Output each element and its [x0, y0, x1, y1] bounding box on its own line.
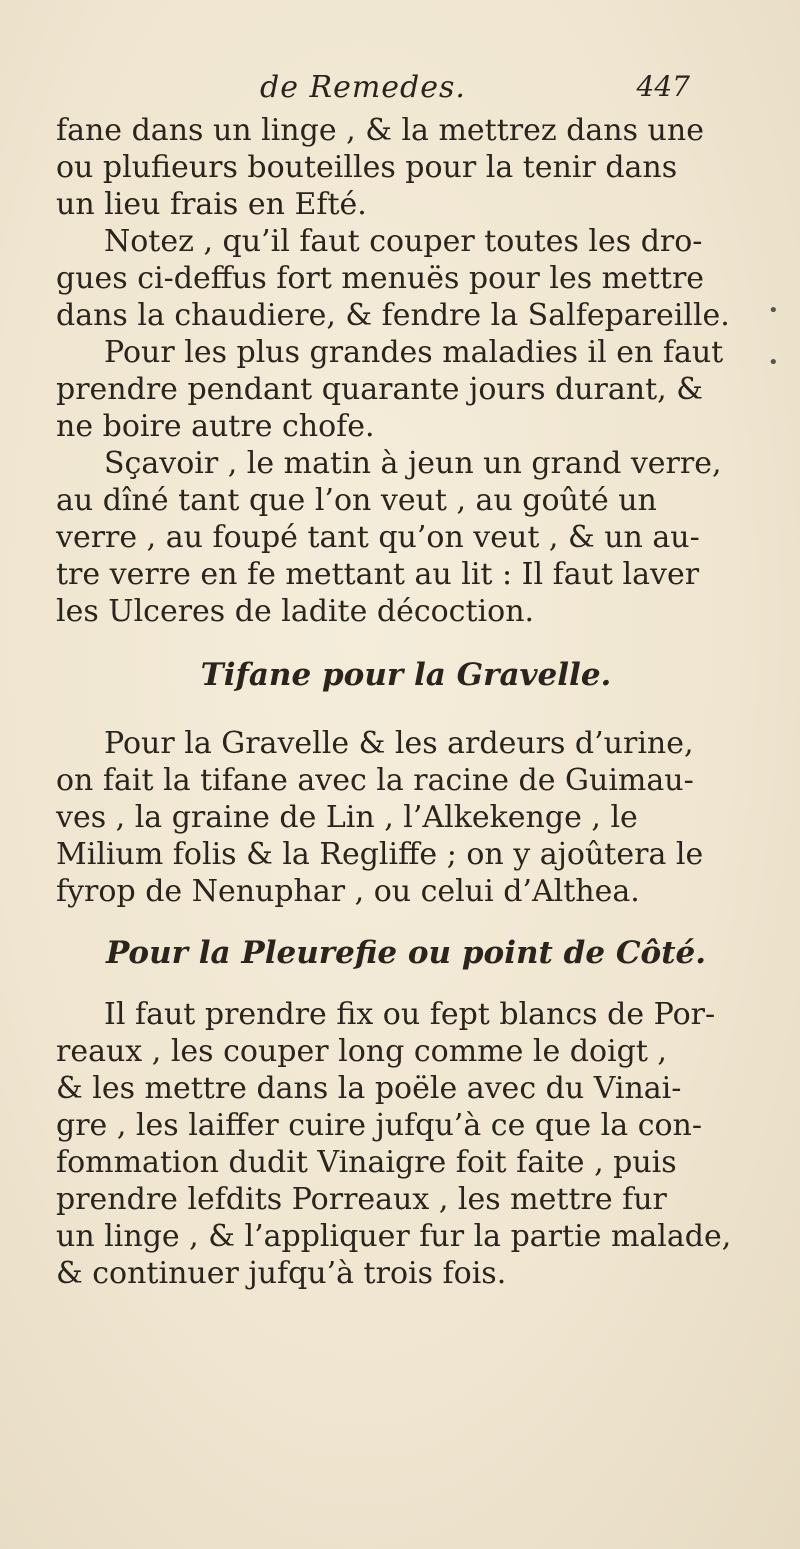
- text-line: ou plufieurs bouteilles pour la tenir dans: [56, 150, 678, 185]
- section-heading-gravelle: Tifane pour la Gravelle.: [200, 657, 612, 693]
- text-line: Pour les plus grandes maladies il en faut: [104, 335, 724, 370]
- text-line: & continuer jufqu’à trois fois.: [56, 1256, 507, 1291]
- text-line: Sçavoir , le matin à jeun un grand verre,: [104, 446, 722, 481]
- paragraph-2: [56, 223, 756, 334]
- text-line: reaux , les couper long comme le doigt ,: [56, 1034, 667, 1069]
- text-line: ne boire autre chofe.: [56, 409, 375, 444]
- text-line: Il faut prendre fix ou fept blancs de Por-: [104, 997, 716, 1032]
- text-line: prendre pendant quarante jours durant, &: [56, 372, 703, 407]
- ink-blot-mark: •: [768, 352, 779, 373]
- text-line: dans la chaudiere, & fendre la Salfepareille.: [56, 298, 730, 333]
- text-line: au dîné tant que l’on veut , au goûté un: [56, 483, 657, 518]
- body-text: [56, 112, 756, 1292]
- text-line: verre , au foupé tant qu’on veut , & un au-: [56, 520, 700, 555]
- text-line: les Ulceres de ladite décoction.: [56, 594, 535, 629]
- text-line: on fait la tifane avec la racine de Guimau-: [56, 763, 694, 798]
- text-line: Milium folis & la Regliffe ; on y ajoûtera le: [56, 837, 704, 872]
- text-line: gues ci-deffus fort menuës pour les mettre: [56, 261, 705, 296]
- section-heading-pleurefie: Pour la Pleurefie ou point de Côté.: [105, 935, 707, 971]
- paragraph-6: [56, 996, 756, 1292]
- paragraph-3: [56, 334, 756, 445]
- text-line: gre , les laiffer cuire jufqu’à ce que la con-: [56, 1108, 703, 1143]
- text-line: & les mettre dans la poële avec du Vinai-: [56, 1071, 682, 1106]
- page-number: 447: [636, 70, 690, 103]
- text-line: tre verre en fe mettant au lit : Il faut laver: [56, 557, 700, 592]
- text-line: fommation dudit Vinaigre foit faite , puis: [56, 1145, 677, 1180]
- text-line: Pour la Gravelle & les ardeurs d’urine,: [104, 726, 694, 761]
- text-line: Notez , qu’il faut couper toutes les dro-: [104, 224, 703, 259]
- paragraph-1: [56, 112, 756, 223]
- running-title: de Remedes.: [260, 70, 466, 105]
- text-line: un linge , & l’appliquer fur la partie malade,: [56, 1219, 732, 1254]
- text-line: ves , la graine de Lin , l’Alkekenge , le: [56, 800, 638, 835]
- text-line: fyrop de Nenuphar , ou celui d’Althea.: [56, 874, 640, 909]
- text-line: un lieu frais en Efté.: [56, 187, 367, 222]
- paragraph-5: [56, 725, 756, 910]
- text-line: prendre lefdits Porreaux , les mettre fur: [56, 1182, 667, 1217]
- text-line: fane dans un linge , & la mettrez dans une: [56, 113, 704, 148]
- paragraph-4: [56, 445, 756, 630]
- page-header: [110, 70, 700, 110]
- ink-blot-mark: •: [768, 300, 779, 321]
